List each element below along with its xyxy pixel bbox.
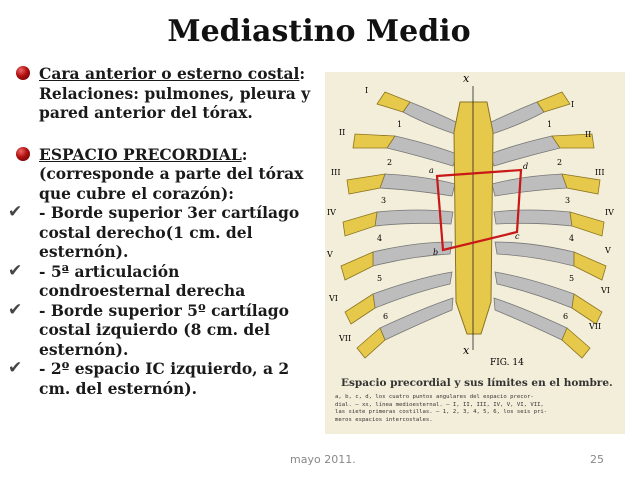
checkmark-icon: ✔ (8, 358, 23, 378)
footer-date: mayo 2011. (290, 453, 356, 466)
space-label: 5 (569, 274, 575, 283)
corner-label: a (429, 166, 434, 175)
rib-label: III (595, 168, 605, 177)
bullet-text: : (corresponde a parte del tórax que cubre el corazón): (39, 144, 304, 203)
space-label: 1 (547, 120, 553, 129)
page-number: 25 (590, 453, 604, 466)
red-dot-bullet-icon (16, 147, 30, 161)
space-label: 4 (377, 234, 383, 243)
corner-label: b (433, 248, 439, 257)
rib-label: IV (605, 208, 614, 217)
bullet-underlined: ESPACIO PRECORDIAL (39, 144, 242, 164)
corner-label: c (515, 232, 520, 241)
bullet-underlined: Cara anterior o esterno costal (39, 64, 300, 83)
red-dot-bullet-icon (16, 66, 30, 80)
rib-label: III (331, 168, 341, 177)
space-label: 2 (387, 158, 393, 167)
bullet-item (8, 202, 314, 262)
checkmark-icon: ✔ (8, 202, 23, 222)
rib-label: IV (327, 208, 336, 217)
checkmark-icon: ✔ (8, 299, 23, 320)
bullet-text: : Relaciones: pulmones, pleura y pared anterior del tórax. (39, 64, 311, 122)
space-label: 3 (381, 196, 387, 205)
bullet-list (8, 64, 314, 398)
slide-title: Mediastino Medio (167, 14, 471, 49)
rib-label: VII (589, 322, 602, 331)
bullet-item (8, 299, 314, 360)
rib-label: VI (601, 286, 610, 295)
figure-number: FIG. 14 (490, 358, 524, 368)
bullet-item (14, 64, 314, 123)
midline-label-top: x (463, 72, 470, 85)
thorax-figure (325, 72, 625, 434)
rib-label: I (571, 100, 575, 109)
figure-caption: Espacio precordial y sus límites en el hombre. (341, 377, 613, 389)
rib-label: I (365, 86, 369, 95)
space-label: 3 (565, 196, 571, 205)
rib-label: V (327, 250, 333, 259)
bullet-text: - 2º espacio IC izquierdo, a 2 cm. del esternón). (39, 359, 290, 398)
space-label: 6 (383, 312, 389, 321)
rib-label: II (339, 128, 346, 137)
space-label: 5 (377, 274, 383, 283)
space-label: 4 (569, 234, 575, 243)
rib-label: V (605, 246, 611, 255)
bullet-text: - Borde superior 5º cartílago costal izquierdo (8 cm. del esternón). (39, 300, 289, 359)
checkmark-icon: ✔ (8, 260, 23, 281)
space-label: 2 (557, 158, 563, 167)
figure-legend: a, b, c, d, los cuatro puntos angulares del espacio precor- dial. — xx, línea medioesternal. — I, II, III, IV, V, VI, VII, las siete primeras costillas. — 1, 2, 3, 4, 5, 6, los seis pri- meros espacios intercostales. (335, 394, 548, 423)
midline-label-bottom: x (463, 344, 470, 357)
bullet-text: - 5ª articulación condroesternal derecha (39, 261, 246, 300)
bullet-item (8, 260, 314, 301)
rib-label: II (585, 130, 592, 139)
bullet-item (8, 358, 314, 398)
space-label: 6 (563, 312, 569, 321)
corner-label: d (523, 162, 529, 171)
rib-label: VI (329, 294, 338, 303)
bullet-text: - Borde superior 3er cartílago costal derecho(1 cm. del esternón). (39, 203, 300, 261)
bullet-item (14, 145, 314, 204)
space-label: 1 (397, 120, 403, 129)
rib-label: VII (339, 334, 352, 343)
